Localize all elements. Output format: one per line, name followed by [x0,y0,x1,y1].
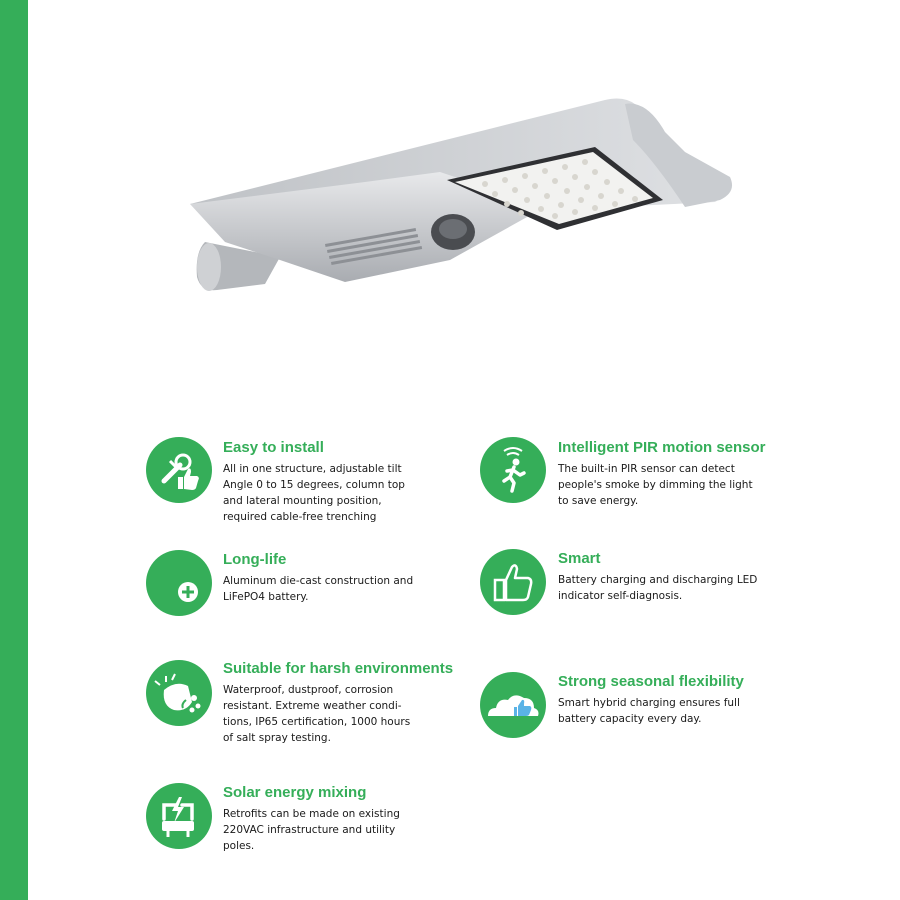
description-line: 220VAC infrastructure and utility [223,824,396,836]
description-line: required cable-free trenching [223,511,377,523]
feature-title: Solar energy mixing [223,784,367,801]
plug-lightning-icon [146,783,212,849]
description-line: The built-in PIR sensor can detect [558,463,735,475]
description-line: indicator self-diagnosis. [558,590,683,602]
feature-description [558,461,753,509]
feature-description [223,573,413,605]
description-line: battery capacity every day. [558,713,702,725]
description-line: tions, IP65 certification, 1000 hours [223,716,411,728]
description-line: Waterproof, dustproof, corrosion [223,684,394,696]
description-line: Battery charging and discharging LED [558,574,758,586]
description-line: of salt spray testing. [223,732,331,744]
description-line: LiFePO4 battery. [223,591,309,603]
description-line: people's smoke by dimming the light [558,479,753,491]
motion-sensor-running-man-icon [480,437,546,503]
feature-title: Easy to install [223,439,324,456]
feature-title: Long-life [223,551,287,568]
feature-description [223,806,400,854]
description-line: All in one structure, adjustable tilt [223,463,402,475]
feature-title: Intelligent PIR motion sensor [558,439,766,456]
street-light-image [185,92,735,312]
feature-title: Smart [558,550,601,567]
description-line: Smart hybrid charging ensures full [558,697,740,709]
weatherproof-drops-icon [146,660,212,726]
feature-description [558,695,740,727]
feature-title: Strong seasonal flexibility [558,673,744,690]
feature-description [558,572,757,604]
description-line: Angle 0 to 15 degrees, column top [223,479,405,491]
wrench-thumbs-up-icon [146,437,212,503]
description-line: poles. [223,840,255,852]
description-line: Retrofits can be made on existing [223,808,400,820]
feature-description [223,461,405,525]
feature-description [223,682,410,746]
description-line: and lateral mounting position, [223,495,382,507]
feature-title: Suitable for harsh environments [223,660,454,677]
description-line: to save energy. [558,495,639,507]
description-line: Aluminum die-cast construction and [223,575,414,587]
green-side-bar [0,0,28,900]
cloud-sun-icon [480,672,546,738]
description-line: resistant. Extreme weather condi- [223,700,402,712]
thumbs-up-icon [480,549,546,615]
battery-plus-icon [146,550,212,616]
